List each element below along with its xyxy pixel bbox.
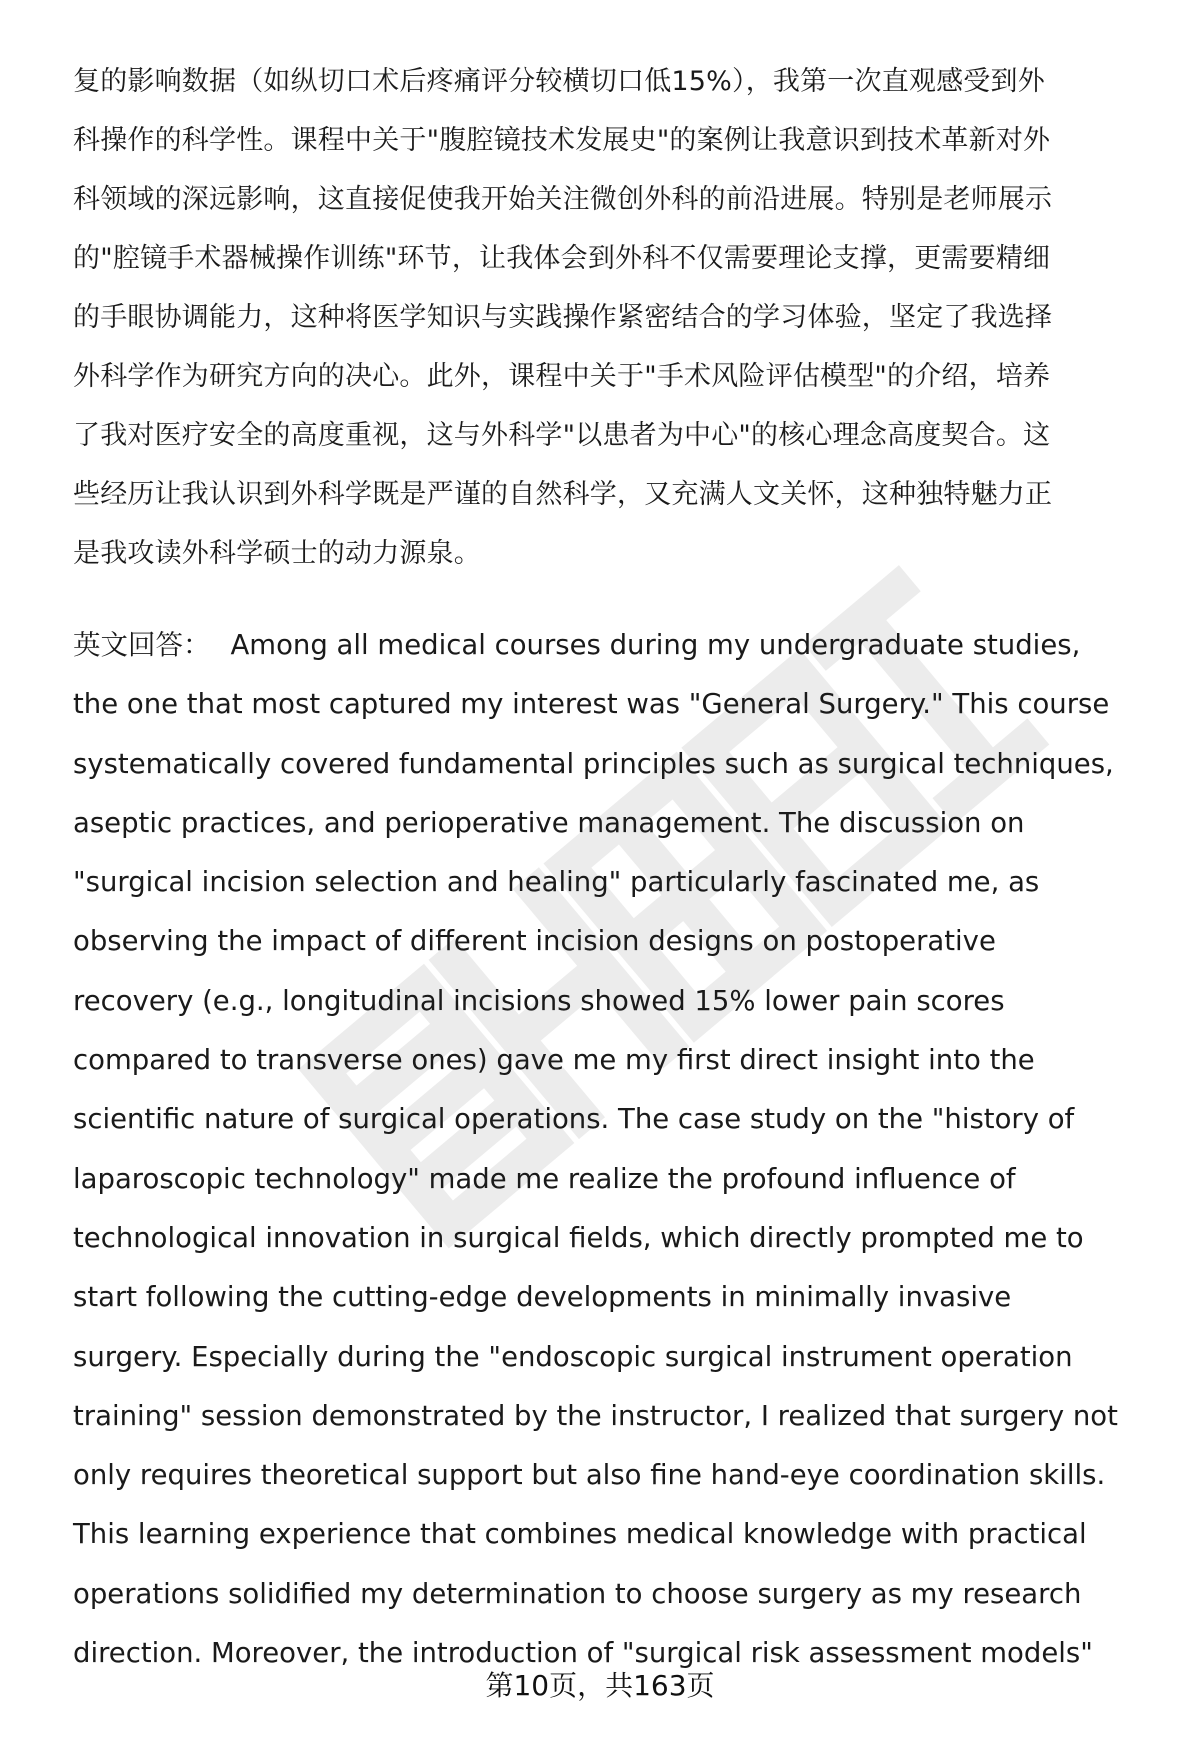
paragraph-line: technological innovation in surgical fields, which directly prompted me to [73,1221,1084,1254]
paragraph-line: start following the cutting-edge developments in minimally invasive [73,1281,1012,1314]
paragraph-line: observing the impact of different incision designs on postoperative [73,925,996,958]
paragraph-line: 科操作的科学性。课程中关于"腹腔镜技术发展史"的案例让我意识到技术革新对外 [73,125,1051,156]
paragraph-line: recovery (e.g., longitudinal incisions showed 15% lower pain scores [73,984,1005,1017]
english-answer-label: 英文回答： [73,629,211,661]
paragraph-first-line [73,616,1143,675]
paragraph-line: aseptic practices, and perioperative management. The discussion on [73,806,1025,839]
paragraph-line: laparoscopic technology" made me realize the profound influence of [73,1162,1016,1195]
paragraph-line: 科领域的深远影响，这直接促使我开始关注微创外科的前沿进展。特别是老师展示 [73,184,1053,215]
paragraph-line: 是我攻读外科学硕士的动力源泉。 [73,538,481,569]
paragraph-line: "surgical incision selection and healing" particularly fascinated me, as [73,866,1040,899]
chinese-answer-paragraph [73,52,1143,583]
paragraph-line: compared to transverse ones) gave me my first direct insight into the [73,1044,1035,1077]
paragraph-line: only requires theoretical support but also fine hand-eye coordination skills. [73,1459,1106,1492]
page-number-footer: 第10页，共163页 [485,1669,715,1702]
paragraph-line: This learning experience that combines medical knowledge with practical [73,1518,1087,1551]
paragraph-line: operations solidified my determination to choose surgery as my research [73,1577,1082,1610]
paragraph-line: systematically covered fundamental principles such as surgical techniques, [73,747,1114,780]
paragraph-line: 复的影响数据（如纵切口术后疼痛评分较横切口低15%），我第一次直观感受到外 [73,66,1045,97]
paragraph-line: 的"腔镜手术器械操作训练"环节，让我体会到外科不仅需要理论支撑，更需要精细 [73,243,1051,274]
paragraph-line: Among all medical courses during my undergraduate studies, [230,629,1081,661]
paragraph-line: 的手眼协调能力，这种将医学知识与实践操作紧密结合的学习体验，坚定了我选择 [73,302,1053,333]
paragraph-line: surgery. Especially during the "endoscopic surgical instrument operation [73,1340,1073,1373]
paragraph-line: direction. Moreover, the introduction of "surgical risk assessment models" [73,1637,1093,1670]
paragraph-line: 外科学作为研究方向的决心。此外，课程中关于"手术风险评估模型"的介绍，培养 [73,361,1051,392]
paragraph-line: 些经历让我认识到外科学既是严谨的自然科学，又充满人文关怀，这种独特魅力正 [73,479,1053,510]
paragraph-line: training" session demonstrated by the instructor, I realized that surgery not [73,1399,1118,1432]
paragraph-line: scientific nature of surgical operations. The case study on the "history of [73,1103,1075,1136]
paragraph-line: 了我对医疗安全的高度重视，这与外科学"以患者为中心"的核心理念高度契合。这 [73,420,1051,451]
paragraph-line: the one that most captured my interest was "General Surgery." This course [73,688,1110,721]
english-answer-paragraph [73,616,1143,1683]
